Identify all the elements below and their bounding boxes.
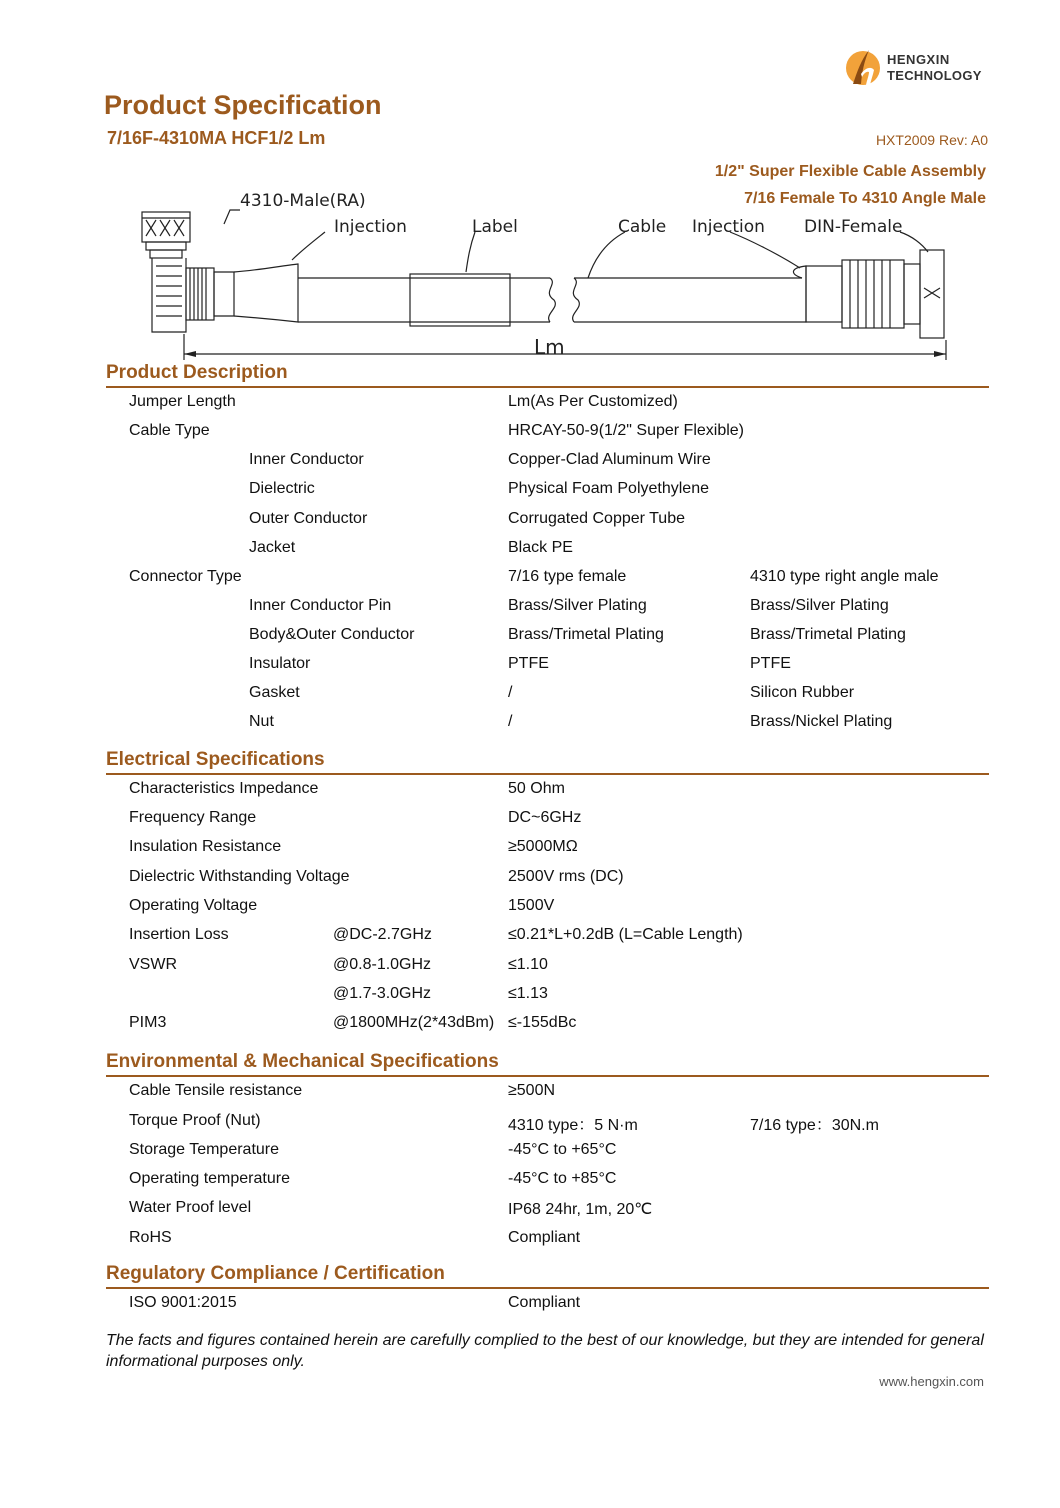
spec-label: Inner Conductor Pin	[249, 597, 392, 614]
spec-value: Brass/Silver Plating	[508, 597, 647, 614]
spec-label: Dielectric	[249, 480, 315, 497]
spec-label: Jacket	[249, 539, 296, 556]
spec-value: 2500V rms (DC)	[508, 868, 624, 885]
section-heading-product-description: Product Description	[106, 362, 989, 388]
spec-value: Copper-Clad Aluminum Wire	[508, 451, 711, 468]
label-length: Lm	[534, 335, 565, 359]
spec-row	[0, 985, 1060, 1014]
spec-condition: @1800MHz(2*43dBm)	[333, 1014, 495, 1031]
disclaimer-text: The facts and figures contained herein are carefully complied to the best of our knowledge, but they are intended for general informational purposes only.	[106, 1332, 984, 1370]
brand-name-line1: HENGXIN	[887, 52, 950, 67]
brand-name-line2: TECHNOLOGY	[887, 68, 982, 83]
spec-row	[0, 451, 1060, 480]
spec-label: Cable Tensile resistance	[129, 1082, 303, 1099]
spec-value: PTFE	[508, 655, 549, 672]
product-subtitle: 1/2" Super Flexible Cable Assembly	[714, 163, 986, 180]
spec-label: Nut	[249, 713, 274, 730]
spec-value-secondary: 7/16 type：30N.m	[750, 1117, 879, 1134]
spec-value-secondary: 4310 type right angle male	[750, 568, 939, 585]
spec-row	[0, 713, 1060, 742]
spec-value: Compliant	[508, 1294, 581, 1311]
label-injection-right: Injection	[692, 217, 765, 237]
spec-label: PIM3	[129, 1014, 167, 1031]
spec-row	[0, 510, 1060, 539]
spec-value: Brass/Trimetal Plating	[508, 626, 664, 643]
spec-value: Black PE	[508, 539, 573, 556]
part-number: 7/16F-4310MA HCF1/2 Lm	[107, 128, 326, 148]
spec-row	[0, 809, 1060, 838]
spec-condition: @DC-2.7GHz	[333, 926, 432, 943]
spec-value: 7/16 type female	[508, 568, 627, 585]
spec-label: Insulator	[249, 655, 311, 672]
spec-row	[0, 393, 1060, 422]
spec-row	[0, 780, 1060, 809]
spec-row	[0, 1112, 1060, 1141]
spec-value: HRCAY-50-9(1/2" Super Flexible)	[508, 422, 744, 439]
spec-row	[0, 626, 1060, 655]
spec-row	[0, 1199, 1060, 1228]
spec-value: Compliant	[508, 1229, 581, 1246]
spec-value-secondary: Brass/Silver Plating	[750, 597, 889, 614]
spec-value: -45°C to +85°C	[508, 1170, 617, 1187]
spec-row	[0, 1294, 1060, 1323]
spec-label: ISO 9001:2015	[129, 1294, 237, 1311]
spec-value-secondary: Brass/Nickel Plating	[750, 713, 893, 730]
spec-value: ≤-155dBc	[508, 1014, 577, 1031]
spec-value: /	[508, 713, 513, 730]
spec-label: Jumper Length	[129, 393, 236, 410]
cable-assembly-drawing	[130, 184, 960, 364]
spec-label: Operating temperature	[129, 1170, 290, 1187]
label-cable: Cable	[618, 217, 667, 237]
spec-label: VSWR	[129, 956, 177, 973]
label-injection-left: Injection	[334, 217, 407, 237]
spec-row	[0, 897, 1060, 926]
section-heading-environmental: Environmental & Mechanical Specifications	[106, 1051, 989, 1077]
spec-value: Physical Foam Polyethylene	[508, 480, 709, 497]
spec-label: Cable Type	[129, 422, 210, 439]
spec-label: Body&Outer Conductor	[249, 626, 415, 643]
spec-value: 50 Ohm	[508, 780, 565, 797]
spec-row	[0, 1170, 1060, 1199]
spec-label: Insertion Loss	[129, 926, 229, 943]
spec-value: /	[508, 684, 513, 701]
spec-value: 4310 type：5 N·m	[508, 1117, 638, 1134]
spec-label: Water Proof level	[129, 1199, 252, 1216]
spec-label: Insulation Resistance	[129, 838, 282, 855]
spec-label: Storage Temperature	[129, 1141, 280, 1158]
spec-row	[0, 868, 1060, 897]
section-heading-regulatory: Regulatory Compliance / Certification	[106, 1263, 989, 1289]
section-heading-electrical: Electrical Specifications	[106, 749, 989, 775]
spec-value: ≥5000MΩ	[508, 838, 578, 855]
spec-row	[0, 1014, 1060, 1043]
spec-label: Dielectric Withstanding Voltage	[129, 868, 350, 885]
spec-row	[0, 655, 1060, 684]
spec-value: ≥500N	[508, 1082, 556, 1099]
spec-value: 1500V	[508, 897, 555, 914]
revision-number: HXT2009 Rev: A0	[875, 132, 988, 148]
spec-value-secondary: PTFE	[750, 655, 791, 672]
spec-row	[0, 1082, 1060, 1111]
spec-value: -45°C to +65°C	[508, 1141, 617, 1158]
spec-value: IP68 24hr, 1m, 20℃	[508, 1201, 653, 1218]
spec-row	[0, 926, 1060, 955]
company-logo	[843, 44, 988, 94]
spec-value: Corrugated Copper Tube	[508, 510, 685, 527]
spec-label: Torque Proof (Nut)	[129, 1112, 261, 1129]
spec-row	[0, 838, 1060, 867]
spec-condition: @1.7-3.0GHz	[333, 985, 432, 1002]
spec-label: Characteristics Impedance	[129, 780, 319, 797]
spec-value: Lm(As Per Customized)	[508, 393, 678, 410]
spec-value: ≤1.13	[508, 985, 548, 1002]
spec-row	[0, 597, 1060, 626]
spec-label: Operating Voltage	[129, 897, 258, 914]
spec-row	[0, 480, 1060, 509]
label-label: Label	[472, 217, 518, 237]
spec-value-secondary: Silicon Rubber	[750, 684, 855, 701]
spec-value-secondary: Brass/Trimetal Plating	[750, 626, 906, 643]
spec-label: Outer Conductor	[249, 510, 368, 527]
label-4310-male: 4310-Male(RA)	[240, 191, 366, 211]
spec-label: RoHS	[129, 1229, 172, 1246]
spec-value: DC~6GHz	[508, 809, 582, 826]
spec-value: ≤0.21*L+0.2dB (L=Cable Length)	[508, 926, 743, 943]
spec-label: Frequency Range	[129, 809, 257, 826]
spec-row	[0, 684, 1060, 713]
hengxin-logo-mark-icon	[843, 44, 885, 90]
spec-condition: @0.8-1.0GHz	[333, 956, 432, 973]
spec-label: Gasket	[249, 684, 300, 701]
spec-row	[0, 1229, 1060, 1258]
website-link[interactable]: www.hengxin.com	[879, 1374, 984, 1389]
product-subtitle-2: 7/16 Female To 4310 Angle Male	[744, 190, 986, 207]
spec-row	[0, 956, 1060, 985]
spec-label: Inner Conductor	[249, 451, 364, 468]
spec-value: ≤1.10	[508, 956, 548, 973]
spec-row	[0, 1141, 1060, 1170]
label-din-female: DIN-Female	[804, 217, 903, 237]
spec-label: Connector Type	[129, 568, 242, 585]
spec-row	[0, 568, 1060, 597]
spec-row	[0, 539, 1060, 568]
document-title: Product Specification	[104, 90, 382, 120]
spec-row	[0, 422, 1060, 451]
